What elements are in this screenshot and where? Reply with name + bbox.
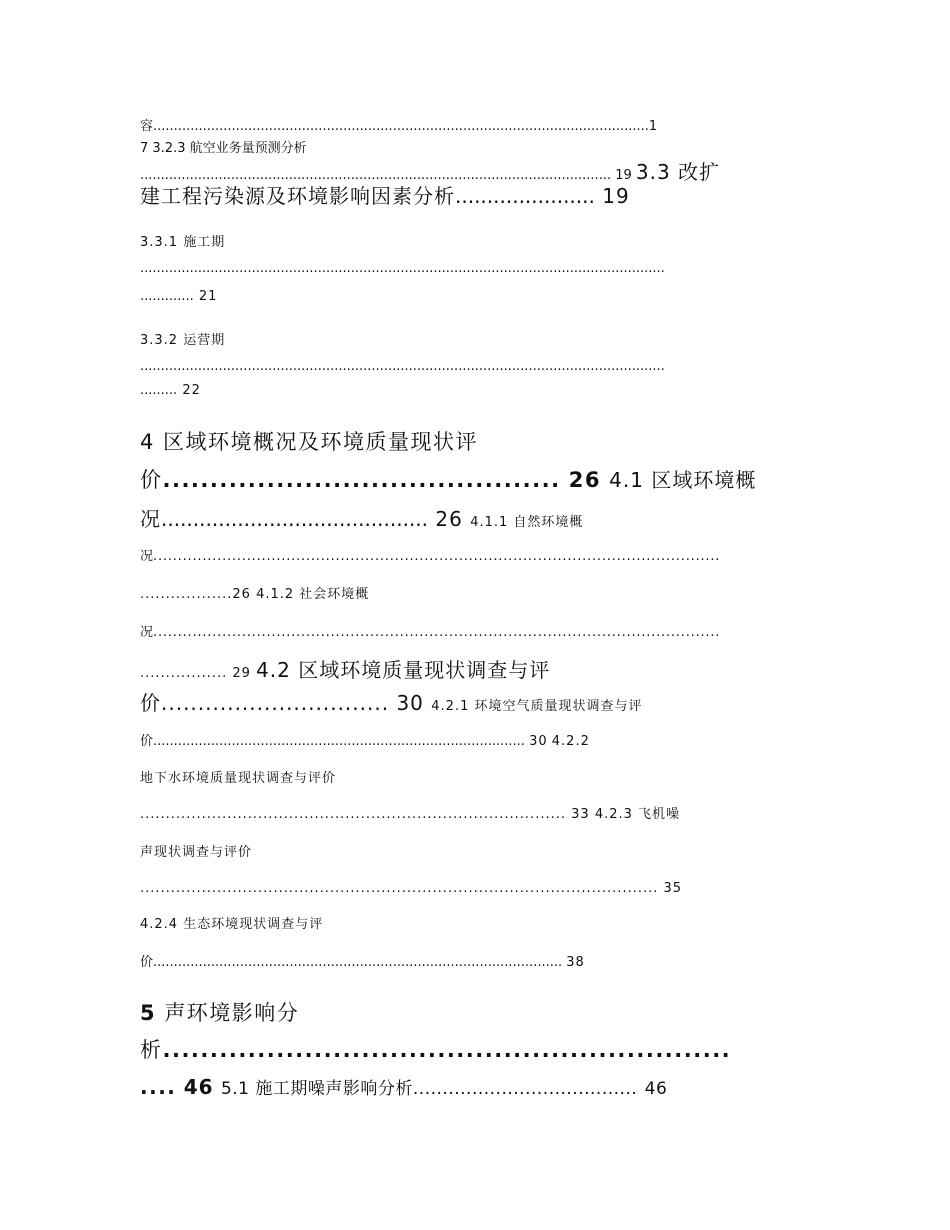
toc-line: 价............................... 30 4.2.1 环境空气质量现状调查与评: [140, 691, 643, 715]
toc-line: .................................................................................................................. 19 3.3 改扩: [140, 160, 721, 184]
toc-line: 7 3.2.3 航空业务量预测分析: [140, 141, 307, 156]
toc-line: 地下水环境质量现状调查与评价: [140, 771, 337, 786]
toc-line: 3.3.2 运营期: [140, 333, 226, 348]
toc-heading: 4 区域环境概况及环境质量现状评: [140, 430, 479, 454]
toc-line: 声现状调查与评价: [140, 845, 253, 860]
toc-line: ...............................................................................................................................: [140, 261, 665, 276]
toc-line: 析............................................................: [140, 1038, 732, 1062]
toc-line: 况.......................................... 26 4.1.1 自然环境概: [140, 507, 584, 531]
toc-line: 价.......................................... 26 4.1 区域环境概: [140, 468, 757, 492]
toc-line: 况...................................................................................................................: [140, 549, 721, 564]
toc-line: 价.......................................................................................... 30 4.2.2: [140, 734, 590, 749]
toc-line: ......... 22: [140, 383, 201, 398]
toc-line: 价................................................................................................... 38: [140, 955, 585, 970]
toc-line: 容........................................................................................................................1: [140, 119, 658, 134]
toc-line: ...............................................................................................................................: [140, 359, 665, 374]
toc-line: ..................................................................................................... 35: [140, 881, 683, 896]
toc-line: .... 46 5.1 施工期噪声影响分析...................................... 46: [140, 1075, 668, 1099]
toc-line: 建工程污染源及环境影响因素分析...................... 19: [140, 184, 630, 208]
toc-line: ..................26 4.1.2 社会环境概: [140, 587, 370, 602]
toc-line: ............. 21: [140, 289, 218, 304]
toc-line: ................. 29 4.2 区域环境质量现状调查与评: [140, 658, 551, 682]
toc-heading: 5 声环境影响分: [140, 1001, 300, 1025]
toc-line: 况...................................................................................................................: [140, 625, 721, 640]
toc-line: 4.2.4 生态环境现状调查与评: [140, 917, 324, 932]
toc-line: 3.3.1 施工期: [140, 235, 226, 250]
toc-line: ................................................................................... 33 4.2.3 飞机噪: [140, 807, 681, 822]
